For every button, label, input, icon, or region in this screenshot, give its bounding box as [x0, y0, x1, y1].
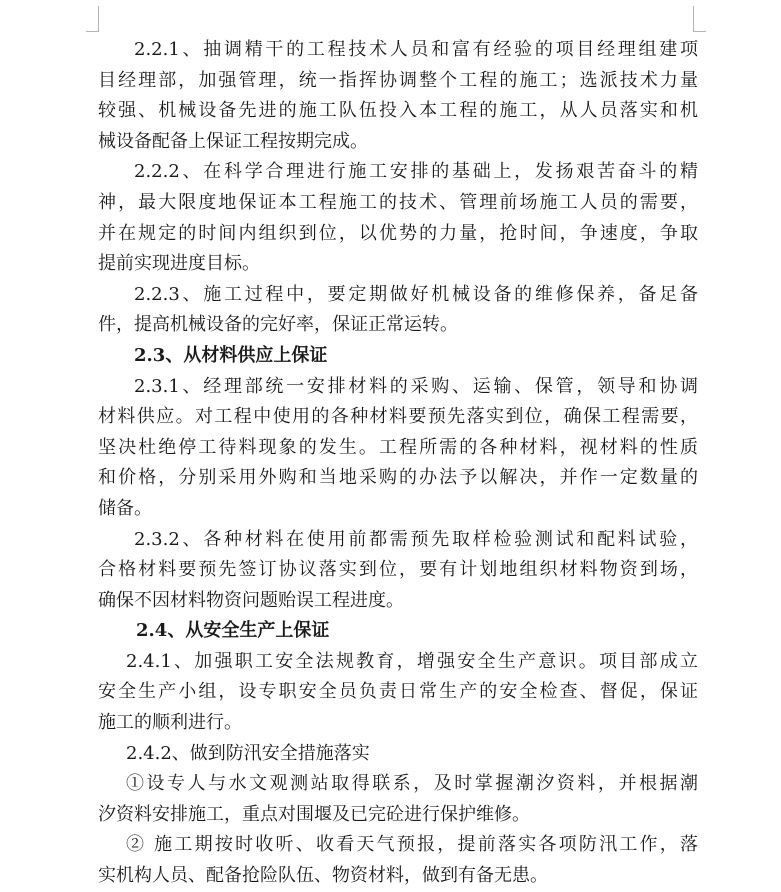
text-line: ② 施工期按时收听、收看天气预报，提前落实各项防汛工作，落: [126, 834, 698, 856]
text-line: 目经理部，加强管理，统一指挥协调整个工程的施工；选派技术力量: [98, 69, 698, 91]
document-body[interactable]: [98, 35, 698, 892]
text-line: 坚决杜绝停工待料现象的发生。工程所需的各种材料，视材料的性质: [98, 436, 698, 458]
text-line: 材料供应。对工程中使用的各种材料要预先落实到位，确保工程需要，: [98, 406, 698, 428]
text-line: 件，提高机械设备的完好率，保证正常运转。: [98, 314, 458, 336]
section-heading: 2.3、从材料供应上保证: [134, 344, 328, 366]
text-line: 确保不因材料物资问题贻误工程进度。: [98, 589, 404, 611]
section-heading: 2.4、从安全生产上保证: [136, 620, 330, 642]
text-line: 2.3.2、各种材料在使用前都需预先取样检验测试和配料试验，: [134, 528, 698, 550]
text-line: 2.2.3、施工过程中，要定期做好机械设备的维修保养，备足备: [134, 283, 698, 305]
text-line: 实机构人员、配备抢险队伍、物资材料，做到有备无患。: [98, 865, 548, 887]
text-line: 较强、机械设备先进的施工队伍投入本工程的施工，从人员落实和机: [98, 100, 698, 122]
text-line: 神，最大限度地保证本工程施工的技术、管理前场施工人员的需要，: [98, 191, 698, 213]
text-line: 械设备配备上保证工程按期完成。: [98, 130, 368, 152]
text-line: 2.3.1、经理部统一安排材料的采购、运输、保管，领导和协调: [134, 375, 698, 397]
text-line: 2.2.2、在科学合理进行施工安排的基础上，发扬艰苦奋斗的精: [134, 161, 698, 183]
text-line: 安全生产小组，设专职安全员负责日常生产的安全检查、督促，保证: [98, 681, 698, 703]
text-line: ①设专人与水文观测站取得联系，及时掌握潮汐资料，并根据潮: [126, 773, 698, 795]
text-line: 提前实现进度目标。: [98, 253, 260, 275]
text-line: 2.2.1、抽调精干的工程技术人员和富有经验的项目经理组建项: [134, 39, 698, 60]
text-line: 汐资料安排施工，重点对围堰及已完砼进行保护维修。: [98, 803, 530, 825]
text-line: 2.4.1、加强职工安全法规教育，增强安全生产意识。项目部成立: [126, 650, 698, 672]
text-line: 施工的顺利进行。: [98, 712, 242, 734]
text-line: 储备。: [98, 497, 152, 519]
text-line: 并在规定的时间内组织到位，以优势的力量，抢时间，争速度，争取: [98, 222, 698, 244]
text-line: 合格材料要预先签订协议落实到位，要有计划地组织材料物资到场，: [98, 559, 698, 581]
text-line: 和价格，分别采用外购和当地采购的办法予以解决，并作一定数量的: [98, 467, 698, 489]
text-line: 2.4.2、做到防汛安全措施落实: [126, 742, 370, 764]
